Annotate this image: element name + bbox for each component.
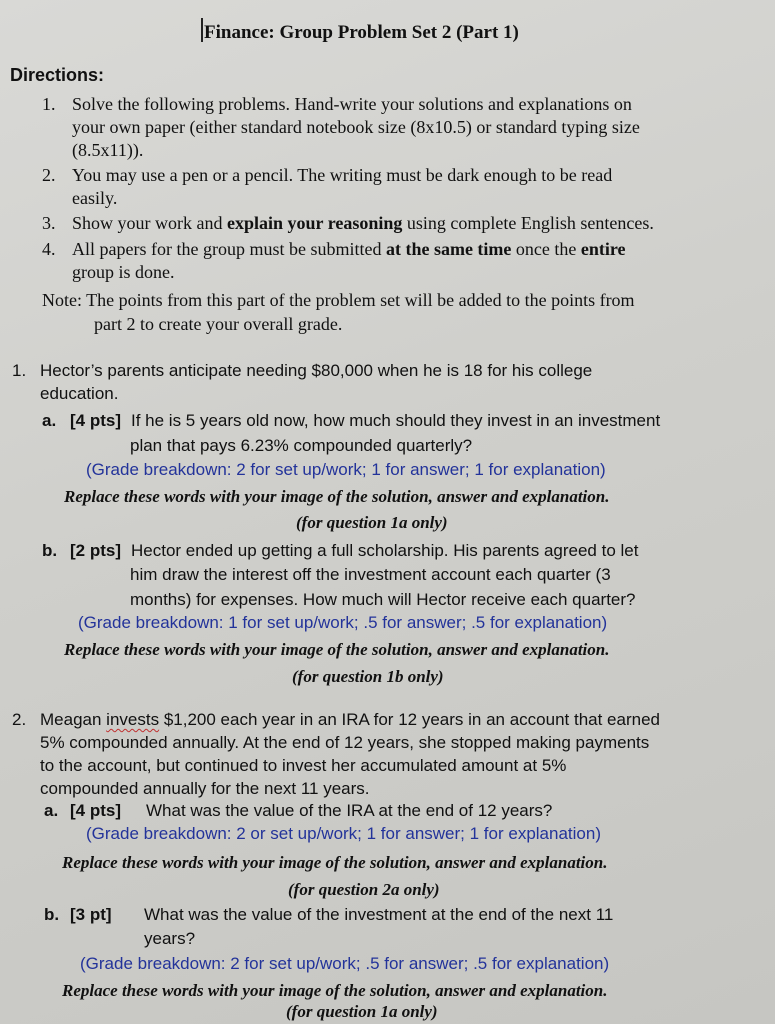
grade-breakdown-2a: (Grade breakdown: 2 or set up/work; 1 for answer; 1 for explanation) (86, 824, 601, 843)
grade-breakdown-1b: (Grade breakdown: 1 for set up/work; .5 for answer; .5 for explanation) (78, 613, 608, 632)
grade-breakdown-2b: (Grade breakdown: 2 for set up/work; .5 for answer; .5 for explanation) (80, 954, 610, 973)
for-question-1a: (for question 1a only) (296, 513, 448, 532)
replace-instruction-1a: Replace these words with your image of the solution, answer and explanation. (64, 487, 610, 506)
replace-instruction-1b: Replace these words with your image of the solution, answer and explanation. (64, 640, 610, 659)
for-question-2a: (for question 2a only) (288, 880, 440, 899)
note-line-1: Note: The points from this part of the problem set will be added to the points from (42, 290, 635, 310)
grade-breakdown-1a: (Grade breakdown: 2 for set up/work; 1 for answer; 1 for explanation) (86, 460, 606, 479)
page-title: Finance: Group Problem Set 2 (Part 1) (204, 22, 519, 43)
note-line-2: part 2 to create your overall grade. (94, 314, 343, 334)
document-page: Finance: Group Problem Set 2 (Part 1) Directions: 1. Solve the following problems. Hand-write your solutions and explanations on your own paper (either standard notebook size (8x10.5) or standard typing size (8.5x11)). 2. You may use a pen or a pencil. The writing must be dark enough to be read easily. 3. Show your work and explain your reasoning using complete English sentences. 4. All papers for the group must be submitted at the same time once the entire group is done. Note: The points from this part of the problem set will be added to the points from part 2 to create your overall grade. 1. Hector’s parents anticipate needing $80,000 when he is 18 for his college education. a. [4 pts] If he is 5 years old now, how much should they invest in an investment plan that pays 6.23% compounded quarterly? (Grade breakdown: 2 for set up/work; 1 for answer; 1 for explanation) Replace these words with your image of the solution, answer and explanation. (for question 1a only) b. [2 pts] Hector ended up getting a full scholarship. His parents agreed to let him draw the interest off the investment account each quarter (3 months) for expenses. How much will Hector receive each quarter? (Grade breakdown: 1 for set up/work; .5 for answer; .5 for explanation) Replace these words with your image of the solution, answer and explanation. (for question 1b only) 2. Meagan invests $1,200 each year in an IRA for 12 years in an account that earned 5% compounded annually. At the end of 12 years, she stopped making payments to the account, but continued to invest her accumulated amount at 5% compounded annually for the next 11 years. a. [4 pts] What was the value of the IRA at the end of 12 years? (Grade breakdown: 2 or set up/work; 1 for answer; 1 for explanation) Replace these words with your image of the solution, answer and explanation. (for question 2a only) b. [3 pt] What was the value of the investment at the end of the next 11 years? (Grade breakdown: 2 for set up/work; .5 for answer; .5 for explanation) Replace these words with your image of the solution, answer and explanation. (for question 1a only) (0, 0, 775, 1024)
replace-instruction-2a: Replace these words with your image of the solution, answer and explanation. (62, 853, 608, 872)
directions-heading: Directions: (10, 65, 105, 85)
text-cursor (201, 18, 203, 42)
for-question-2b: (for question 1a only) (286, 1002, 438, 1021)
for-question-1b: (for question 1b only) (292, 667, 444, 686)
replace-instruction-2b: Replace these words with your image of the solution, answer and explanation. (62, 981, 608, 1000)
